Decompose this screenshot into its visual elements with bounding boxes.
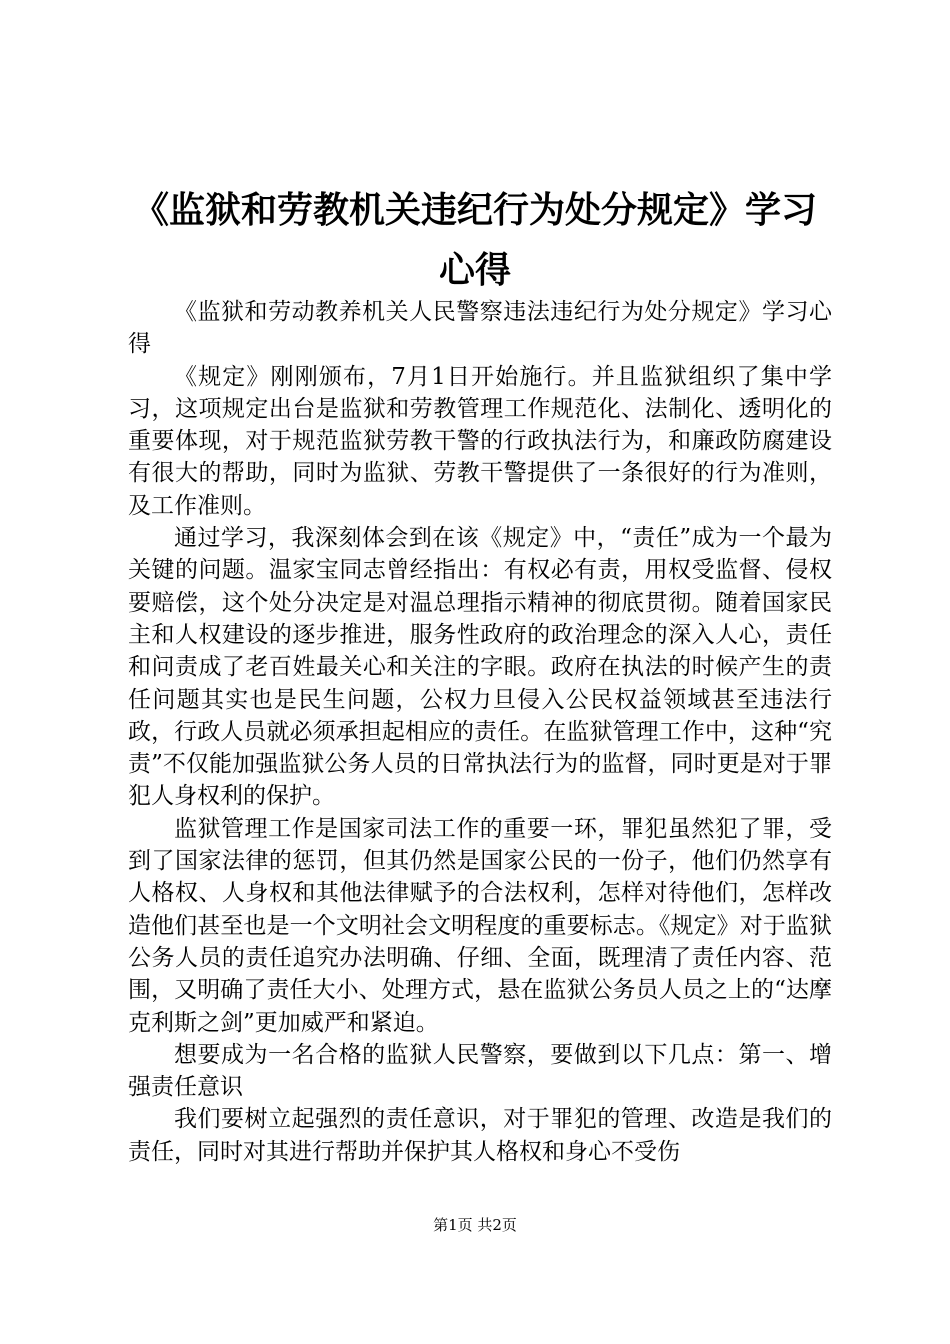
paragraph-prison-management: 监狱管理工作是国家司法工作的重要一环，罪犯虽然犯了罪，受到了国家法律的惩罚，但其仍然是国家公民的一份子，他们仍然享有人格权、人身权和其他法律赋予的合法权利，怎样对待他们，怎样改造他们甚至也是一个文明社会文明程度的重要标志。《规定》对于监狱公务人员的责任追究办法明确、仔细、全面，既理清了责任内容、范围，又明确了责任大小、处理方式，悬在监狱公务员人员之上的“达摩克利斯之剑”更加威严和紧迫。 <box>128 815 832 1036</box>
paragraph-points: 想要成为一名合格的监狱人民警察，要做到以下几点：第一、增强责任意识 <box>128 1041 832 1101</box>
paragraph-intro: 《规定》刚刚颁布，7月1日开始施行。并且监狱组织了集中学习，这项规定出台是监狱和劳教管理工作规范化、法制化、透明化的重要体现，对于规范监狱劳教干警的行政执法行为，和廉政防腐建设有很大的帮助，同时为监狱、劳教干警提供了一条很好的行为准则，及工作准则。 <box>128 363 832 519</box>
paragraph-subtitle: 《监狱和劳动教养机关人民警察违法违纪行为处分规定》学习心得 <box>128 299 832 358</box>
paragraph-responsibility: 通过学习，我深刻体会到在该《规定》中，“责任”成为一个最为关键的问题。温家宝同志曾经指出：有权必有责，用权受监督、侵权要赔偿，这个处分决定是对温总理指示精神的彻底贯彻。随着国家民主和人权建设的逐步推进，服务性政府的政治理念的深入人心，责任和问责成了老百姓最关心和关注的字眼。政府在执法的时候产生的责任问题其实也是民生问题，公权力旦侵入公民权益领域甚至违法行政，行政人员就必须承担起相应的责任。在监狱管理工作中，这种“究责”不仅能加强监狱公务人员的日常执法行为的监督，同时更是对于罪犯人身权利的保护。 <box>128 525 832 810</box>
document-title: 《监狱和劳教机关违纪行为处分规定》学习心得 <box>132 189 817 291</box>
document-body <box>128 296 832 1168</box>
paragraph-awareness: 我们要树立起强烈的责任意识，对于罪犯的管理、改造是我们的责任，同时对其进行帮助并保护其人格权和身心不受伤 <box>128 1106 832 1165</box>
page-footer: 第1页 共2页 <box>433 1216 517 1234</box>
